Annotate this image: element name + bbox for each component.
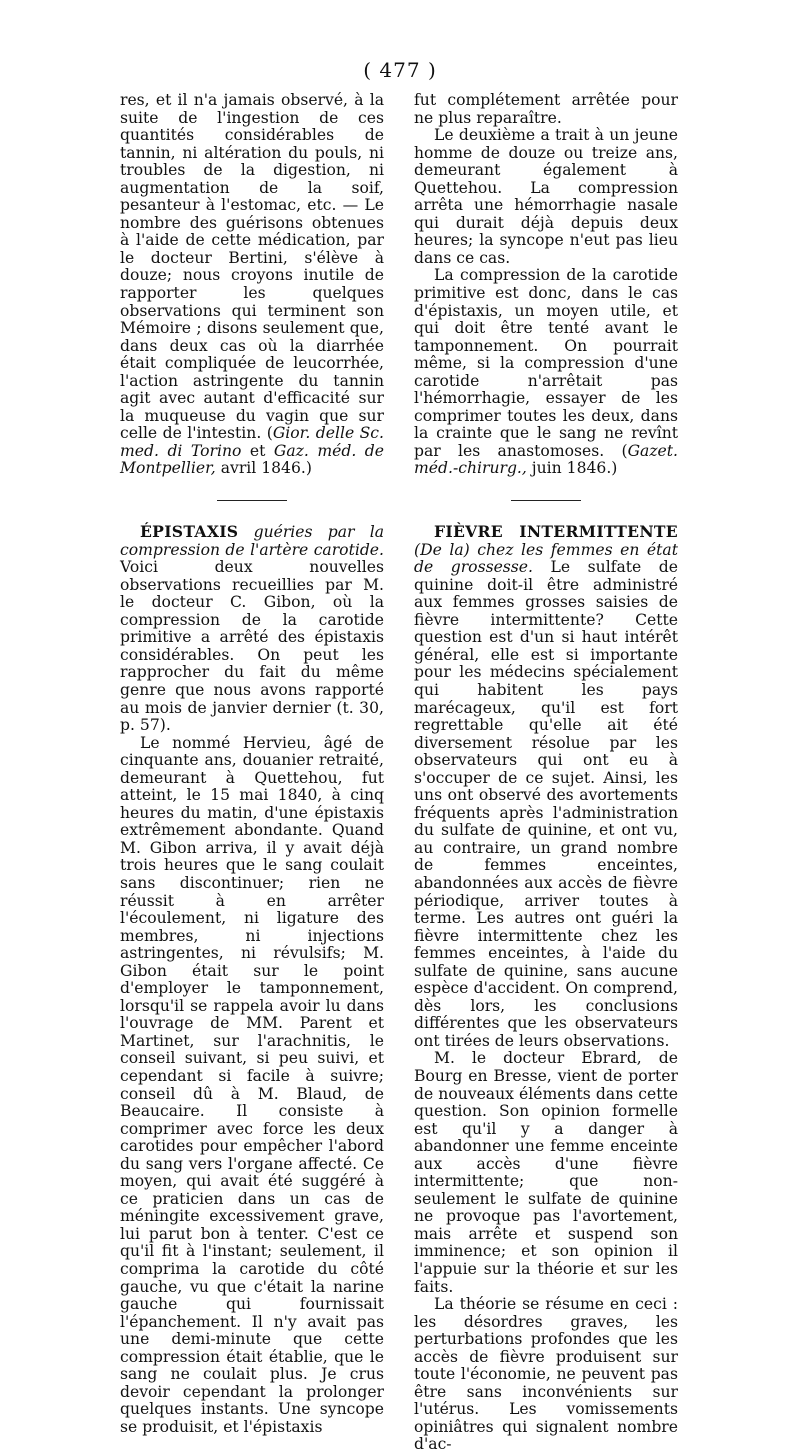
article-title: ÉPISTAXIS (140, 522, 239, 542)
paragraph-epistaxis-conclusion: La compression de la carotide primitive est donc, dans le cas d'épistaxis, un moyen utile, et qui doit être tenté avant le tamponnement. On pourrait même, si la compression d'une carotide n'arrêtait pas l'hémorrhagie, essayer de les comprimer toutes les deux, dans la crainte que le sang ne revînt par les anastomoses. (Gazet. méd.-chirurg., juin 1846.) (414, 266, 678, 478)
paragraph-fever-intro: FIÈVRE INTERMITTENTE (De la) chez les femmes en état de grossesse. Le sulfate de quinine doit-il être administré aux femmes grosses saisies de fièvre intermittente? Cette question est d'un si haut intérêt général, elle est si importante pour les médecins spécialement qui habitent les pays marécageux, qu'il est fort regrettable qu'elle ait été diversement résolue par les observateurs qui ont eu à s'occuper de ce sujet. Ainsi, les uns ont observé des avortements fréquents après l'administration du sulfate de quinine, et ont vu, au contraire, un grand nombre de femmes enceintes, abandonnées aux accès de fièvre périodique, arriver toutes à terme. Les autres ont guéri la fièvre intermittente chez les femmes enceintes, à l'aide du sulfate de quinine, sans aucune espèce d'accident. On comprend, dès lors, les conclusions différentes que les observateurs ont tirées de leurs observations. (414, 522, 678, 1050)
paragraph-hervieu-case: Le nommé Hervieu, âgé de cinquante ans, douanier retraité, demeurant à Quettehou, fut atteint, le 15 mai 1840, à cinq heures du matin, d'une épistaxis extrêmement abondante. Quand M. Gibon arriva, il y avait déjà trois heures que le sang coulait sans discontinuer; rien ne réussit à en arrêter l'écoulement, ni ligature des membres, ni injections astringentes, ni révulsifs; M. Gibon était sur le point d'employer le tamponnement, lorsqu'il se rappela avoir lu dans l'ouvrage de MM. Parent et Martinet, sur l'arachnitis, le conseil suivant, si peu suivi, et cependant si facile à suivre; conseil dû à M. Blaud, de Beaucaire. Il consiste à comprimer avec force les deux carotides pour empêcher l'abord du sang vers l'organe affecté. Ce moyen, qui avait été suggéré à ce praticien dans un cas de méningite excessivement grave, lui parut bon à tenter. C'est ce qu'il fit à l'instant; seulement, il comprima la carotide du côté gauche, vu que c'était la narine gauche qui fournissait l'épanchement. Il n'y avait pas une demi-minute que cette compression était établie, que le sang ne coulait plus. Je crus devoir cependant la prolonger quelques instants. Une syncope se produisit, et l'épistaxis (120, 733, 384, 1436)
page-number: ( 477 ) (363, 58, 437, 82)
paragraph-second-case: Le deuxième a trait à un jeune homme de douze ou treize ans, demeurant également à Quettehou. La compression arrêta une hémorrhagie nasale qui durait déjà depuis deux heures; la syncope n'eut pas lieu dans ce cas. (414, 126, 678, 267)
article-subtitle: guéries par la compression de l'artère carotide. (120, 523, 384, 559)
right-column (414, 92, 678, 1454)
source-citation-3: Gazet. méd.-chirurg., (414, 441, 678, 478)
source-citation-2: Gaz. méd. de Montpellier, (120, 441, 384, 478)
paragraph-epistaxis-intro: ÉPISTAXIS guéries par la compression de l'artère carotide. Voici deux nouvelles observations recueillies par M. le docteur C. Gibon, où la compression de la carotide primitive a arrêté des épistaxis considérables. On peut les rapprocher du fait du même genre que nous avons rapporté au mois de janvier dernier (t. 30, p. 57). (120, 522, 384, 735)
article2-title: FIÈVRE INTERMITTENTE (434, 522, 678, 542)
paragraph-continuation: fut complétement arrêtée pour ne plus reparaître. (414, 91, 678, 127)
source-citation: Gior. delle Sc. med. di Torino (120, 424, 384, 460)
article2-subtitle: (De la) chez les femmes en état de grossesse. (414, 540, 678, 577)
paragraph-tannin-conclusion: res, et il n'a jamais observé, à la suite de l'ingestion de ces quantités considérables de tannin, ni altération du pouls, ni troubles de la digestion, ni augmentation de la soif, pesanteur à l'estomac, etc. — Le nombre des guérisons obtenues à l'aide de cette médication, par le docteur Bertini, s'élève à douze; nous croyons inutile de rapporter les quelques observations qui terminent son Mémoire ; disons seulement que, dans deux cas où la diarrhée était compliquée de leucorrhée, l'action astringente du tannin agit avec autant d'efficacité sur la muqueuse du vagin que sur celle de l'intestin. (Gior. delle Sc. med. di Torino et Gaz. méd. de Montpellier, avril 1846.) (120, 91, 384, 478)
paragraph-theory: La théorie se résume en ceci : les désordres graves, les perturbations profondes que les accès de fièvre produisent sur toute l'économie, ne peuvent pas être sans inconvénients sur l'utérus. Les vomissements opiniâtres qui signalent nombre d'ac- (414, 1295, 678, 1454)
section-divider-2 (511, 500, 581, 501)
paragraph-ebrard: M. le docteur Ebrard, de Bourg en Bresse, vient de porter de nouveaux éléments dans cette question. Son opinion formelle est qu'il y a danger à abandonner une femme enceinte aux accès d'une fièvre intermittente; que non-seulement le sulfate de quinine ne provoque pas l'avortement, mais arrête et suspend son imminence; et son opinion il l'appuie sur la théorie et sur les faits. (414, 1049, 678, 1296)
left-column (120, 92, 384, 1436)
section-divider (217, 500, 287, 501)
